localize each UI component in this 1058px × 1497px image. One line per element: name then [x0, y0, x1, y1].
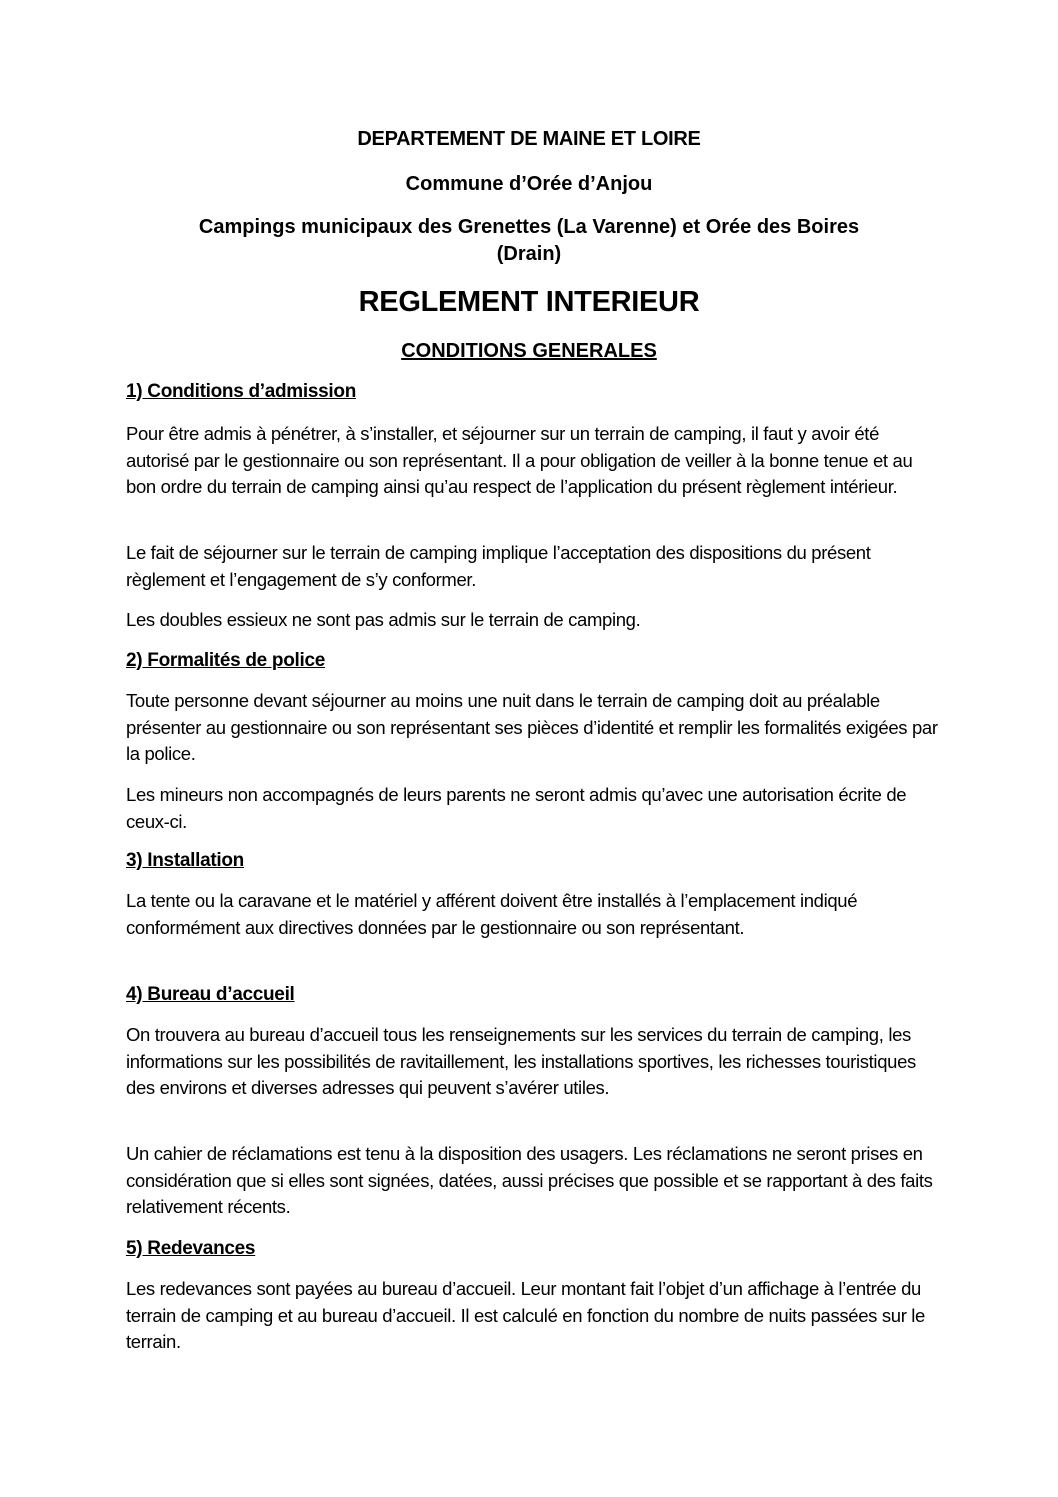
section-2-heading-block — [126, 648, 946, 674]
section-heading: 2) Formalités de police — [126, 650, 325, 671]
campings-heading — [0, 214, 1058, 268]
section-4-heading-block — [126, 982, 946, 1008]
section-2-para-1 — [126, 688, 946, 768]
paragraph: Les mineurs non accompagnés de leurs parents ne seront admis qu’avec une autorisation écrite de ceux-ci. — [126, 784, 907, 832]
paragraph: Le fait de séjourner sur le terrain de camping implique l’acceptation des dispositions du présent règlement et l’engagement de s’y conformer. — [126, 542, 871, 590]
section-heading: 4) Bureau d’accueil — [126, 984, 295, 1005]
campings-heading-line1: Campings municipaux des Grenettes (La Varenne) et Orée des Boires — [198, 216, 860, 238]
paragraph: Un cahier de réclamations est tenu à la disposition des usagers. Les réclamations ne seront prises en considération que si elles sont signées, datées, aussi précises que possible et se rapportant à des faits relativement récents. — [126, 1143, 933, 1217]
section-heading: 5) Redevances — [126, 1238, 256, 1259]
paragraph: La tente ou la caravane et le matériel y afférent doivent être installés à l’emplacement indiqué conformément aux directives données par le gestionnaire ou son représentant. — [126, 890, 858, 938]
section-5-heading-block — [126, 1236, 946, 1262]
section-heading: 3) Installation — [126, 850, 244, 871]
section-1-para-2 — [126, 540, 946, 593]
document-title: REGLEMENT INTERIEUR — [358, 286, 700, 318]
section-4-para-2 — [126, 1141, 946, 1221]
section-3-para-1 — [126, 888, 946, 941]
paragraph: Pour être admis à pénétrer, à s’installer, et séjourner sur un terrain de camping, il faut y avoir été autorisé par le gestionnaire ou son représentant. Il a pour obligation de veiller à la bonne tenue et au bon ordre du terrain de camping ainsi qu’au respect de l’application du présent règlement intérieur. — [126, 423, 913, 497]
section-1-para-1 — [126, 421, 946, 501]
section-heading: 1) Conditions d’admission — [126, 381, 357, 402]
section-1-heading-block — [126, 379, 946, 405]
paragraph: Les redevances sont payées au bureau d’accueil. Leur montant fait l’objet d’un affichage à l’entrée du terrain de camping et au bureau d’accueil. Il est calculé en fonction du nombre de nuits passées sur le terrain. — [126, 1278, 925, 1352]
section-5-para-1 — [126, 1276, 946, 1356]
commune-heading: Commune d’Orée d’Anjou — [405, 173, 653, 195]
paragraph: Toute personne devant séjourner au moins une nuit dans le terrain de camping doit au préalable présenter au gestionnaire ou son représentant ses pièces d’identité et remplir les formalités exigées par la police. — [126, 690, 938, 764]
section-3-heading-block — [126, 848, 946, 874]
section-2-para-2 — [126, 782, 946, 835]
section-4-para-1 — [126, 1022, 946, 1102]
department-heading: DEPARTEMENT DE MAINE ET LOIRE — [357, 128, 701, 150]
paragraph: On trouvera au bureau d’accueil tous les renseignements sur les services du terrain de camping, les informations sur les possibilités de ravitaillement, les installations sportives, les richesses touristiques des environs et diverses adresses qui peuvent s’avérer utiles. — [126, 1024, 916, 1098]
campings-heading-line2: (Drain) — [496, 243, 562, 265]
paragraph: Les doubles essieux ne sont pas admis sur le terrain de camping. — [126, 609, 641, 630]
conditions-generales-heading: CONDITIONS GENERALES — [401, 340, 657, 362]
section-1-para-3 — [126, 607, 946, 634]
